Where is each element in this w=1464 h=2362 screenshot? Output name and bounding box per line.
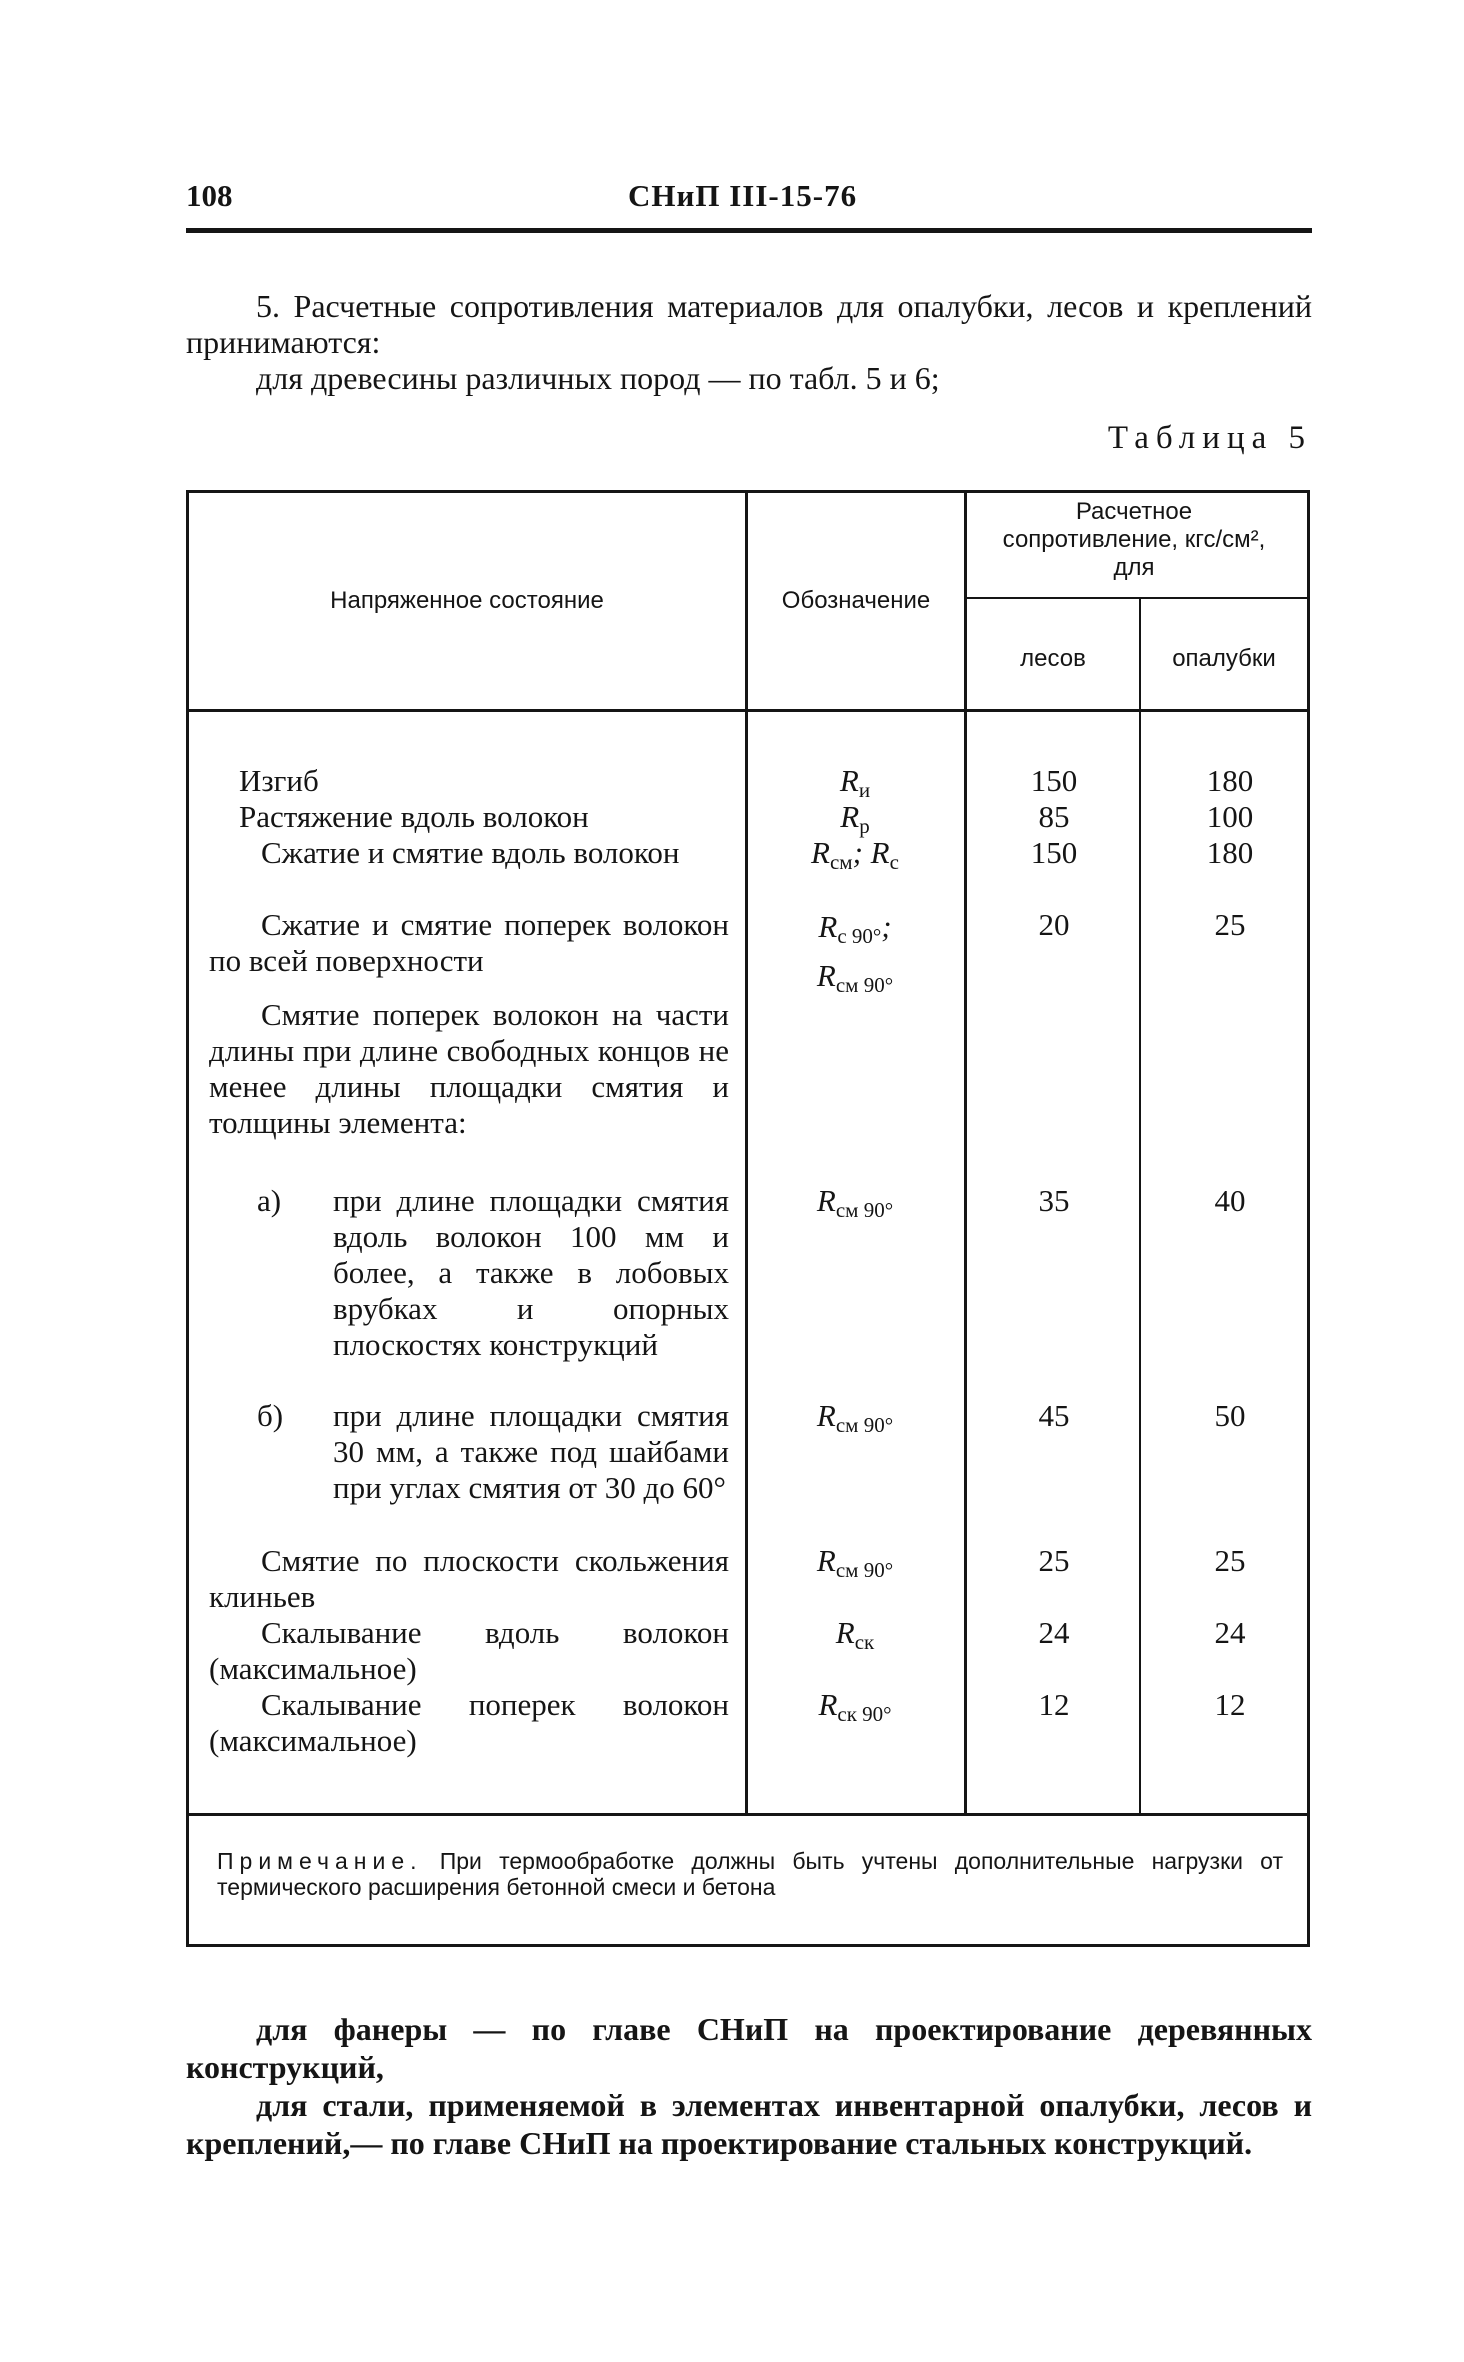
row-text: Сжатие и смятие вдоль волокон — [261, 835, 680, 870]
row-symbol: $R_{см}$; $R_с$ — [811, 835, 899, 874]
row-text — [259, 1398, 729, 1506]
row-value-opalubki: 25 — [1214, 907, 1246, 942]
header-rule — [186, 228, 1312, 233]
outro-text — [186, 2010, 1312, 2162]
outro-paragraph-2: для стали, применяемой в элементах инвентарной опалубки, лесов и креплений,— по главе СНиП на проектирование стальных конструкций. — [186, 2087, 1312, 2161]
page-number: 108 — [186, 178, 233, 213]
row-value-lesov: 12 — [1038, 1687, 1070, 1722]
row-value-lesov: 20 — [1038, 907, 1070, 942]
row-text: Смятие по плоскости скольжения клиньев — [209, 1543, 729, 1614]
row-label: б) — [257, 1398, 284, 1433]
header-resistance: Расчетное сопротивление, кгс/см², для — [1002, 498, 1266, 581]
row-value-lesov: 35 — [1038, 1183, 1070, 1218]
document-code: СНиП III-15-76 — [628, 178, 858, 213]
intro-paragraph-2: для древесины различных пород — по табл. 5 и 6; — [256, 360, 940, 396]
intro-text — [186, 288, 1312, 396]
row-value-opalubki: 50 — [1214, 1398, 1246, 1433]
note-text: При термообработке должны быть учтены дополнительные нагрузки от термического расширения бетонной смеси и бетона — [217, 1848, 1283, 1900]
row-symbol: $R_{см 90^\circ}$ — [816, 1543, 894, 1582]
row-value-opalubki: 100 — [1206, 799, 1254, 834]
table-note — [217, 1848, 1283, 1900]
header-subdivider — [964, 597, 1307, 599]
row-text: Изгиб — [239, 763, 319, 798]
row-value-opalubki: 40 — [1214, 1183, 1246, 1218]
table-5 — [186, 490, 1310, 1947]
header-state: Напряженное состояние — [330, 587, 604, 614]
row-symbol: $R_р$ — [840, 799, 870, 838]
row-symbol: $R_{ск}$ — [835, 1615, 875, 1654]
header-bottom-rule — [189, 709, 1307, 712]
row-value-opalubki: 180 — [1206, 835, 1254, 870]
row-value-opalubki: 180 — [1206, 763, 1254, 798]
note-label: Примечание. — [217, 1848, 423, 1874]
row-value-opalubki: 24 — [1214, 1615, 1246, 1650]
row-text: Растяжение вдоль волокон — [239, 799, 589, 834]
row-group-heading: Смятие поперек волокон на части длины при длине свободных концов не менее длины площадки смятия и толщины элемента: — [209, 997, 729, 1140]
col-divider-2 — [964, 493, 967, 1813]
body-bottom-rule — [189, 1813, 1307, 1816]
row-symbol: $R_{см 90^\circ}$ — [816, 1183, 894, 1222]
row-value-opalubki: 25 — [1214, 1543, 1246, 1578]
header-lesov: лесов — [1020, 645, 1086, 672]
row-value-lesov: 45 — [1038, 1398, 1070, 1433]
row-body: при длине площадки смятия вдоль волокон 100 мм и более, а также в лобовых врубках и опорных плоскостях конструкций — [333, 1183, 729, 1362]
row-symbol: $R_и$ — [839, 763, 871, 802]
row-text: Скалывание вдоль волокон (максимальное) — [209, 1615, 729, 1686]
intro-paragraph-1: 5. Расчетные сопротивления материалов для опалубки, лесов и креплений принимаются: — [186, 288, 1312, 360]
row-symbol: $R_{с 90^\circ}$; $R_{см 90^\circ}$ — [816, 909, 894, 997]
row-value-lesov: 150 — [1030, 835, 1078, 870]
row-value-opalubki: 12 — [1214, 1687, 1246, 1722]
row-value-lesov: 85 — [1038, 799, 1070, 834]
row-symbol: $R_{ск 90^\circ}$ — [818, 1687, 892, 1726]
row-value-lesov: 150 — [1030, 763, 1078, 798]
row-text: Сжатие и смятие поперек волокон по всей поверхности — [209, 907, 729, 978]
col-divider-3 — [1139, 597, 1141, 1813]
header-symbol: Обозначение — [781, 587, 931, 614]
header-opalubki: опалубки — [1172, 645, 1276, 672]
row-label: а) — [257, 1183, 282, 1218]
row-symbol: $R_{см 90^\circ}$ — [816, 1398, 894, 1437]
row-value-lesov: 24 — [1038, 1615, 1070, 1650]
row-text: Скалывание поперек волокон (максимальное) — [209, 1687, 729, 1758]
row-body: при длине площадки смятия 30 мм, а также под шайбами при углах смятия от 30 до 60° — [333, 1398, 729, 1505]
col-divider-1 — [745, 493, 748, 1813]
row-text — [259, 1183, 729, 1363]
outro-paragraph-1: для фанеры — по главе СНиП на проектирование деревянных конструкций, — [186, 2011, 1312, 2085]
row-value-lesov: 25 — [1038, 1543, 1070, 1578]
table-caption: Таблица 5 — [1107, 420, 1312, 456]
